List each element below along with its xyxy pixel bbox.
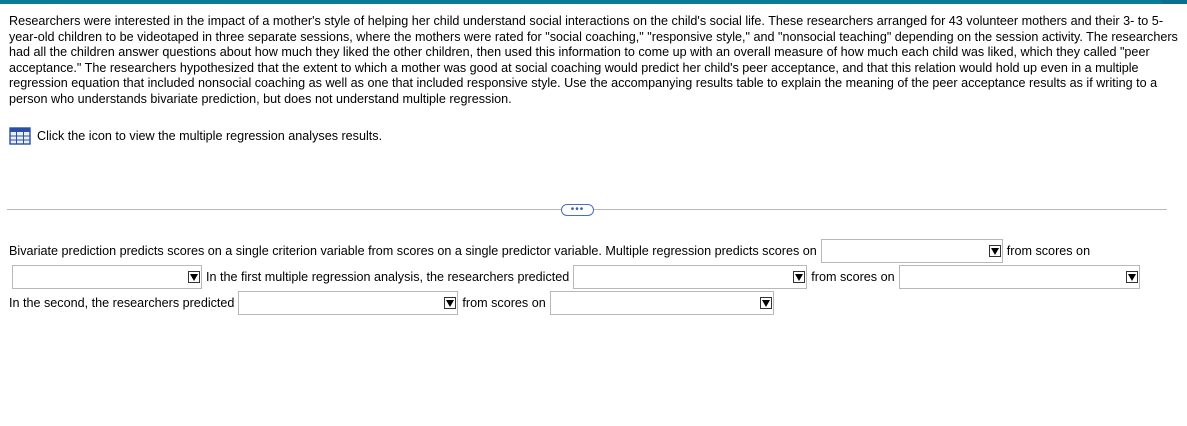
top-accent-tab: [1161, 0, 1187, 4]
chevron-down-icon: [1126, 271, 1138, 283]
table-icon[interactable]: [9, 127, 31, 145]
answer-line-1-text: Bivariate prediction predicts scores on a single criterion variable from scores on a single predictor variable. Multiple regression predicts scores on: [9, 244, 817, 258]
results-table-link-row[interactable]: [9, 127, 382, 145]
answer-line-1-after: from scores on: [1006, 244, 1091, 258]
answer-line-2: [9, 264, 1144, 290]
top-accent-bar: [0, 0, 1187, 4]
answer-line-1: [9, 238, 1090, 264]
results-link-text[interactable]: Click the icon to view the multiple regression analyses results.: [37, 129, 383, 143]
dropdown-2[interactable]: [12, 265, 202, 289]
dropdown-3[interactable]: [573, 265, 807, 289]
dropdown-1[interactable]: [821, 239, 1003, 263]
question-text: Researchers were interested in the impact of a mother's style of helping her child understand social interactions on the child's social life. These researchers arranged for 43 volunteer mothers and their 3- to 5-year-old children to be videotaped in three separate sessions, where the mothers were rated for "social coaching," "responsive style," and "nonsocial teaching" depending on the session activity. The researchers had all the children answer questions about how much they liked the other children, then used this information to come up with an overall measure of how much each child was liked, which they called "peer acceptance." The researchers hypothesized that the extent to which a mother was good at social coaching would predict her child's peer acceptance, and that this relation would hold up even in a multiple regression equation that included nonsocial coaching as well as one that included responsive style. Use the accompanying results table to explain the meaning of the peer acceptance results as if writing to a person who understands bivariate prediction, but does not understand multiple regression.: [9, 14, 1178, 106]
answer-line-2-text: In the first multiple regression analysis, the researchers predicted: [206, 270, 570, 284]
answer-line-3-text: In the second, the researchers predicted: [9, 296, 235, 310]
dropdown-4[interactable]: [899, 265, 1140, 289]
chevron-down-icon: [444, 297, 456, 309]
dropdown-5[interactable]: [238, 291, 458, 315]
dropdown-6[interactable]: [550, 291, 774, 315]
answer-line-2-after: from scores on: [811, 270, 895, 284]
chevron-down-icon: [760, 297, 772, 309]
answer-line-3-after: from scores on: [462, 296, 546, 310]
chevron-down-icon: [989, 245, 1001, 257]
chevron-down-icon: [793, 271, 805, 283]
chevron-down-icon: [188, 271, 200, 283]
answer-line-3: [9, 290, 778, 316]
expand-button[interactable]: •••: [561, 204, 594, 216]
